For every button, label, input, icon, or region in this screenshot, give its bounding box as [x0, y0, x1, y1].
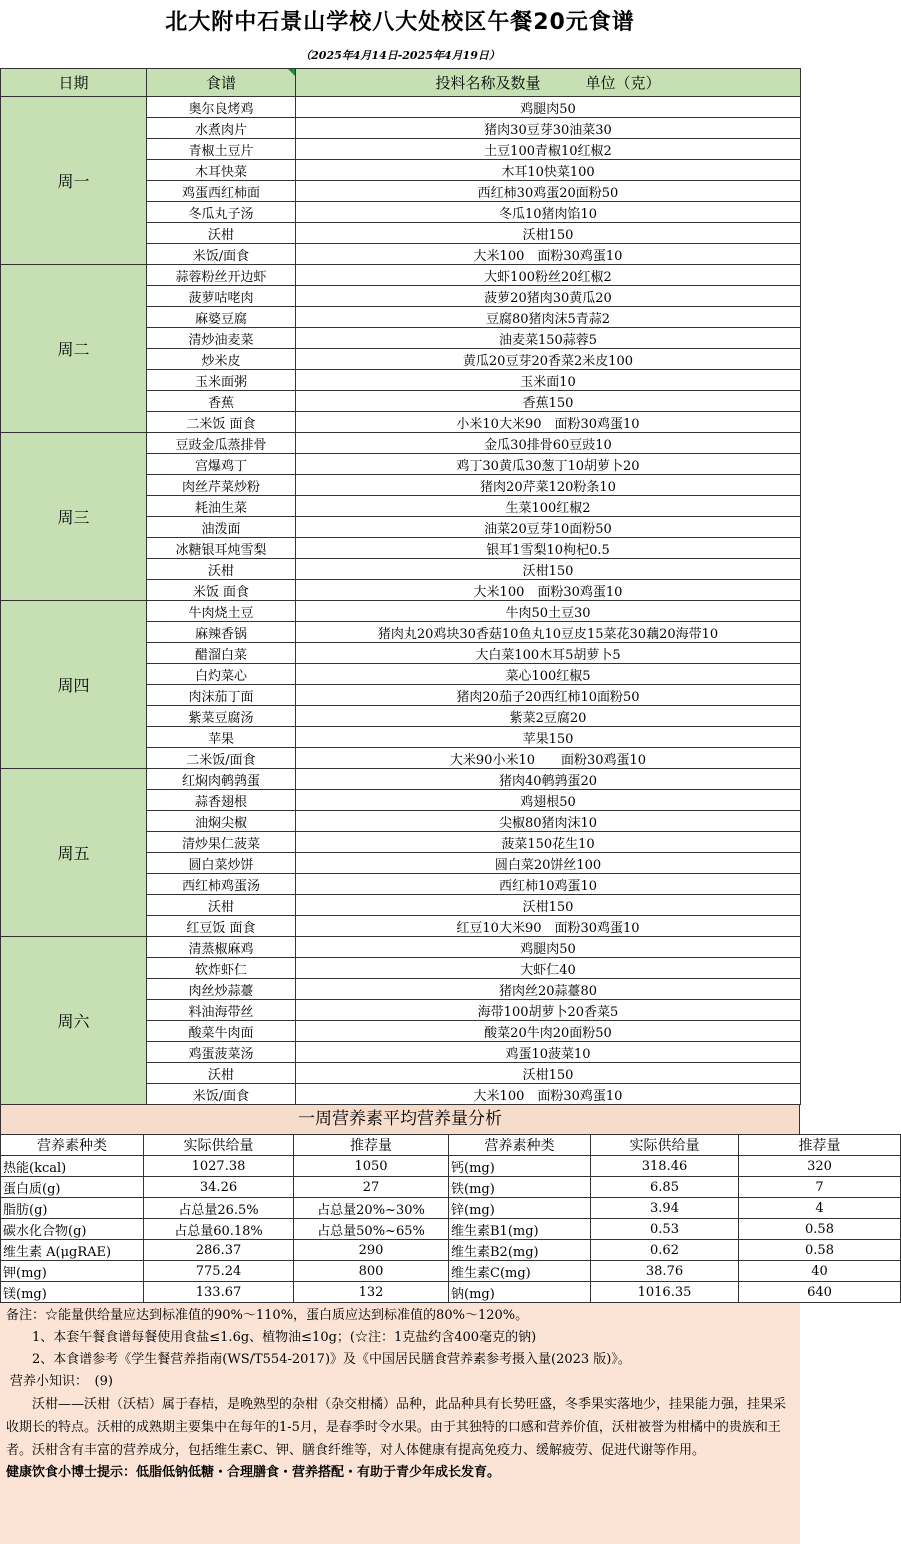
ingredients: 黄瓜20豆芽20香菜2米皮100	[296, 349, 801, 370]
menu-row	[1, 265, 801, 286]
nutrition-tip-title: 营养小知识： (9)	[10, 1374, 113, 1389]
nutrient-name: 热能(kcal)	[1, 1156, 144, 1177]
ingredients: 木耳10快菜100	[296, 160, 801, 181]
dish-name: 宫爆鸡丁	[147, 454, 296, 475]
dish-name: 米饭/面食	[147, 244, 296, 265]
menu-row	[1, 769, 801, 790]
ingredients: 紫菜2豆腐20	[296, 706, 801, 727]
ingredients: 菜心100红椒5	[296, 664, 801, 685]
actual-supply: 775.24	[144, 1261, 294, 1282]
ingredients: 鸡蛋10菠菜10	[296, 1042, 801, 1063]
dish-name: 麻婆豆腐	[147, 307, 296, 328]
dish-name: 清蒸椒麻鸡	[147, 937, 296, 958]
nutrition-row	[1, 1219, 901, 1240]
dish-name: 蒜香翅根	[147, 790, 296, 811]
ingredients: 鸡腿肉50	[296, 97, 801, 118]
note-item-reference: 2、本食谱参考《学生餐营养指南(WS/T554-2017)》及《中国居民膳食营养素参考摄入量(2023 版)》。	[32, 1352, 631, 1367]
dish-name: 青椒土豆片	[147, 139, 296, 160]
recommended-value: 4	[739, 1198, 901, 1219]
menu-table	[0, 68, 801, 1105]
ingredients: 玉米面10	[296, 370, 801, 391]
ingredients: 大白菜100木耳5胡萝卜5	[296, 643, 801, 664]
dish-name: 菠萝咕咾肉	[147, 286, 296, 307]
dish-name: 红豆饭 面食	[147, 916, 296, 937]
ingredients: 鸡翅根50	[296, 790, 801, 811]
header-ingredients: 投料名称及数量 单位（克）	[296, 69, 801, 97]
nutrient-name: 铁(mg)	[449, 1177, 591, 1198]
dish-name: 鸡蛋菠菜汤	[147, 1042, 296, 1063]
page-title: 北大附中石景山学校八大处校区午餐20元食谱	[165, 10, 635, 35]
recommended-value: 占总量20%~30%	[294, 1198, 449, 1219]
nutrition-header-cell: 营养素种类	[449, 1135, 591, 1156]
actual-supply: 6.85	[591, 1177, 739, 1198]
actual-supply: 1027.38	[144, 1156, 294, 1177]
nutrient-name: 锌(mg)	[449, 1198, 591, 1219]
date-range: （2025年4月14日-2025年4月19日）	[300, 49, 500, 62]
ingredients: 西红柿10鸡蛋10	[296, 874, 801, 895]
day-label: 周三	[1, 433, 147, 601]
ingredients: 菠萝20猪肉30黄瓜20	[296, 286, 801, 307]
health-footer: 健康饮食小博士提示：低脂低钠低糖・合理膳食・营养搭配・有助于青少年成长发育。	[6, 1465, 501, 1480]
dish-name: 香蕉	[147, 391, 296, 412]
dish-name: 米饭/面食	[147, 1084, 296, 1105]
nutrition-row	[1, 1198, 901, 1219]
nutrient-name: 钙(mg)	[449, 1156, 591, 1177]
dish-name: 西红柿鸡蛋汤	[147, 874, 296, 895]
recommended-value: 132	[294, 1282, 449, 1303]
dish-name: 炒米皮	[147, 349, 296, 370]
dish-name: 苹果	[147, 727, 296, 748]
dish-name: 红焖肉鹌鹑蛋	[147, 769, 296, 790]
ingredients: 沃柑150	[296, 1063, 801, 1084]
dish-name: 油泼面	[147, 517, 296, 538]
ingredients: 尖椒80猪肉沫10	[296, 811, 801, 832]
actual-supply: 318.46	[591, 1156, 739, 1177]
ingredients: 大米90小米10 面粉30鸡蛋10	[296, 748, 801, 769]
ingredients: 沃柑150	[296, 895, 801, 916]
nutrient-name: 蛋白质(g)	[1, 1177, 144, 1198]
dish-name: 沃柑	[147, 559, 296, 580]
nutrition-row	[1, 1261, 901, 1282]
nutrient-name: 碳水化合物(g)	[1, 1219, 144, 1240]
dish-name: 冬瓜丸子汤	[147, 202, 296, 223]
recommended-value: 27	[294, 1177, 449, 1198]
nutrition-row	[1, 1240, 901, 1261]
ingredients: 金瓜30排骨60豆豉10	[296, 433, 801, 454]
ingredients: 圆白菜20饼丝100	[296, 853, 801, 874]
dish-name: 豆豉金瓜蒸排骨	[147, 433, 296, 454]
ingredients: 猪肉丝20蒜薹80	[296, 979, 801, 1000]
ingredients: 油菜20豆芽10面粉50	[296, 517, 801, 538]
recommended-value: 800	[294, 1261, 449, 1282]
ingredients: 苹果150	[296, 727, 801, 748]
nutrition-header-row	[1, 1135, 901, 1156]
ingredients: 菠菜150花生10	[296, 832, 801, 853]
ingredients: 豆腐80猪肉沫5青蒜2	[296, 307, 801, 328]
nutrient-name: 钠(mg)	[449, 1282, 591, 1303]
dish-name: 冰糖银耳炖雪梨	[147, 538, 296, 559]
cell-comment-flag-icon	[288, 69, 295, 76]
recommended-value: 640	[739, 1282, 901, 1303]
actual-supply: 占总量26.5%	[144, 1198, 294, 1219]
ingredients: 沃柑150	[296, 559, 801, 580]
menu-row	[1, 937, 801, 958]
notes-section	[0, 1303, 800, 1544]
actual-supply: 3.94	[591, 1198, 739, 1219]
ingredients: 大米100 面粉30鸡蛋10	[296, 244, 801, 265]
ingredients: 大米100 面粉30鸡蛋10	[296, 580, 801, 601]
dish-name: 肉丝炒蒜薹	[147, 979, 296, 1000]
ingredients: 油麦菜150蒜蓉5	[296, 328, 801, 349]
dish-name: 醋溜白菜	[147, 643, 296, 664]
dish-name: 耗油生菜	[147, 496, 296, 517]
dish-name: 白灼菜心	[147, 664, 296, 685]
actual-supply: 0.53	[591, 1219, 739, 1240]
ingredients: 小米10大米90 面粉30鸡蛋10	[296, 412, 801, 433]
dish-name: 料油海带丝	[147, 1000, 296, 1021]
dish-name: 紫菜豆腐汤	[147, 706, 296, 727]
dish-name: 鸡蛋西红柿面	[147, 181, 296, 202]
nutrition-row	[1, 1156, 901, 1177]
recommended-value: 7	[739, 1177, 901, 1198]
dish-name: 二米饭 面食	[147, 412, 296, 433]
nutrition-row	[1, 1177, 901, 1198]
recommended-value: 1050	[294, 1156, 449, 1177]
dish-name: 肉丝芹菜炒粉	[147, 475, 296, 496]
recommended-value: 320	[739, 1156, 901, 1177]
actual-supply: 0.62	[591, 1240, 739, 1261]
nutrition-tip-body: 沃柑——沃柑（沃桔）属于春桔，是晚熟型的杂柑（杂交柑橘）品种，此品种具有长势旺盛，冬季果实落地少，挂果能力强，挂果采收期长的特点。沃柑的成熟期主要集中在每年的1-5月，是春季时令水果。由于其独特的口感和营养价值，沃柑被誉为柑橘中的贵族和王者。沃柑含有丰富的营养成分，包括维生素C、钾、膳食纤维等，对人体健康有提高免疫力、缓解疲劳、促进代谢等作用。	[6, 1397, 787, 1458]
dish-name: 木耳快菜	[147, 160, 296, 181]
remark-text: 备注：☆能量供给量应达到标准值的90%～110%，蛋白质应达到标准值的80%～120%。	[6, 1308, 529, 1323]
ingredients: 猪肉40鹌鹑蛋20	[296, 769, 801, 790]
nutrition-header-cell: 实际供给量	[144, 1135, 294, 1156]
dish-name: 油焖尖椒	[147, 811, 296, 832]
nutrient-name: 镁(mg)	[1, 1282, 144, 1303]
ingredients: 鸡腿肉50	[296, 937, 801, 958]
actual-supply: 34.26	[144, 1177, 294, 1198]
ingredients: 银耳1雪梨10枸杞0.5	[296, 538, 801, 559]
ingredients: 大米100 面粉30鸡蛋10	[296, 1084, 801, 1105]
ingredients: 香蕉150	[296, 391, 801, 412]
dish-name: 二米饭/面食	[147, 748, 296, 769]
nutrient-name: 维生素C(mg)	[449, 1261, 591, 1282]
dish-name: 麻辣香锅	[147, 622, 296, 643]
nutrition-row	[1, 1282, 901, 1303]
recommended-value: 0.58	[739, 1240, 901, 1261]
nutrient-name: 脂肪(g)	[1, 1198, 144, 1219]
ingredients: 猪肉30豆芽30油菜30	[296, 118, 801, 139]
dish-name: 肉沫茄丁面	[147, 685, 296, 706]
actual-supply: 1016.35	[591, 1282, 739, 1303]
ingredients: 沃柑150	[296, 223, 801, 244]
ingredients: 牛肉50土豆30	[296, 601, 801, 622]
actual-supply: 133.67	[144, 1282, 294, 1303]
day-label: 周一	[1, 97, 147, 265]
actual-supply: 占总量60.18%	[144, 1219, 294, 1240]
ingredients: 大虾100粉丝20红椒2	[296, 265, 801, 286]
nutrition-table	[0, 1134, 901, 1303]
dish-name: 奥尔良烤鸡	[147, 97, 296, 118]
ingredients: 西红柿30鸡蛋20面粉50	[296, 181, 801, 202]
ingredients: 猪肉20芹菜120粉条10	[296, 475, 801, 496]
ingredients: 生菜100红椒2	[296, 496, 801, 517]
dish-name: 蒜蓉粉丝开边虾	[147, 265, 296, 286]
day-label: 周四	[1, 601, 147, 769]
nutrition-header-cell: 推荐量	[739, 1135, 901, 1156]
ingredients: 猪肉丸20鸡块30香菇10鱼丸10豆皮15菜花30藕20海带10	[296, 622, 801, 643]
dish-name: 玉米面粥	[147, 370, 296, 391]
day-label: 周二	[1, 265, 147, 433]
ingredients: 土豆100青椒10红椒2	[296, 139, 801, 160]
recommended-value: 290	[294, 1240, 449, 1261]
ingredients: 红豆10大米90 面粉30鸡蛋10	[296, 916, 801, 937]
nutrient-name: 钾(mg)	[1, 1261, 144, 1282]
note-item-salt-oil: 1、本套午餐食谱每餐使用食盐≤1.6g、植物油≤10g；(☆注：1克盐约含400毫克的钠)	[32, 1330, 537, 1345]
actual-supply: 286.37	[144, 1240, 294, 1261]
menu-row	[1, 601, 801, 622]
nutrition-header-cell: 实际供给量	[591, 1135, 739, 1156]
dish-name: 酸菜牛肉面	[147, 1021, 296, 1042]
dish-name: 圆白菜炒饼	[147, 853, 296, 874]
dish-name: 沃柑	[147, 223, 296, 244]
nutrition-title: 一周营养素平均营养量分析	[0, 1105, 800, 1134]
ingredients: 大虾仁40	[296, 958, 801, 979]
dish-name: 沃柑	[147, 1063, 296, 1084]
menu-row	[1, 433, 801, 454]
nutrient-name: 维生素B2(mg)	[449, 1240, 591, 1261]
ingredients: 猪肉20茄子20西红柿10面粉50	[296, 685, 801, 706]
recommended-value: 占总量50%~65%	[294, 1219, 449, 1240]
nutrition-header-cell: 推荐量	[294, 1135, 449, 1156]
actual-supply: 38.76	[591, 1261, 739, 1282]
ingredients: 海带100胡萝卜20香菜5	[296, 1000, 801, 1021]
dish-name: 米饭 面食	[147, 580, 296, 601]
ingredients: 冬瓜10猪肉馅10	[296, 202, 801, 223]
header-dish: 食谱	[147, 69, 296, 97]
dish-name: 清炒果仁菠菜	[147, 832, 296, 853]
recommended-value: 0.58	[739, 1219, 901, 1240]
day-label: 周五	[1, 769, 147, 937]
nutrient-name: 维生素B1(mg)	[449, 1219, 591, 1240]
dish-name: 软炸虾仁	[147, 958, 296, 979]
nutrient-name: 维生素 A(μgRAE)	[1, 1240, 144, 1261]
dish-name: 牛肉烧土豆	[147, 601, 296, 622]
ingredients: 鸡丁30黄瓜30葱丁10胡萝卜20	[296, 454, 801, 475]
dish-name: 水煮肉片	[147, 118, 296, 139]
header-day: 日期	[1, 69, 147, 97]
nutrition-header-cell: 营养素种类	[1, 1135, 144, 1156]
menu-header-row	[1, 69, 801, 97]
recommended-value: 40	[739, 1261, 901, 1282]
day-label: 周六	[1, 937, 147, 1105]
dish-name: 沃柑	[147, 895, 296, 916]
ingredients: 酸菜20牛肉20面粉50	[296, 1021, 801, 1042]
dish-name: 清炒油麦菜	[147, 328, 296, 349]
menu-row	[1, 97, 801, 118]
